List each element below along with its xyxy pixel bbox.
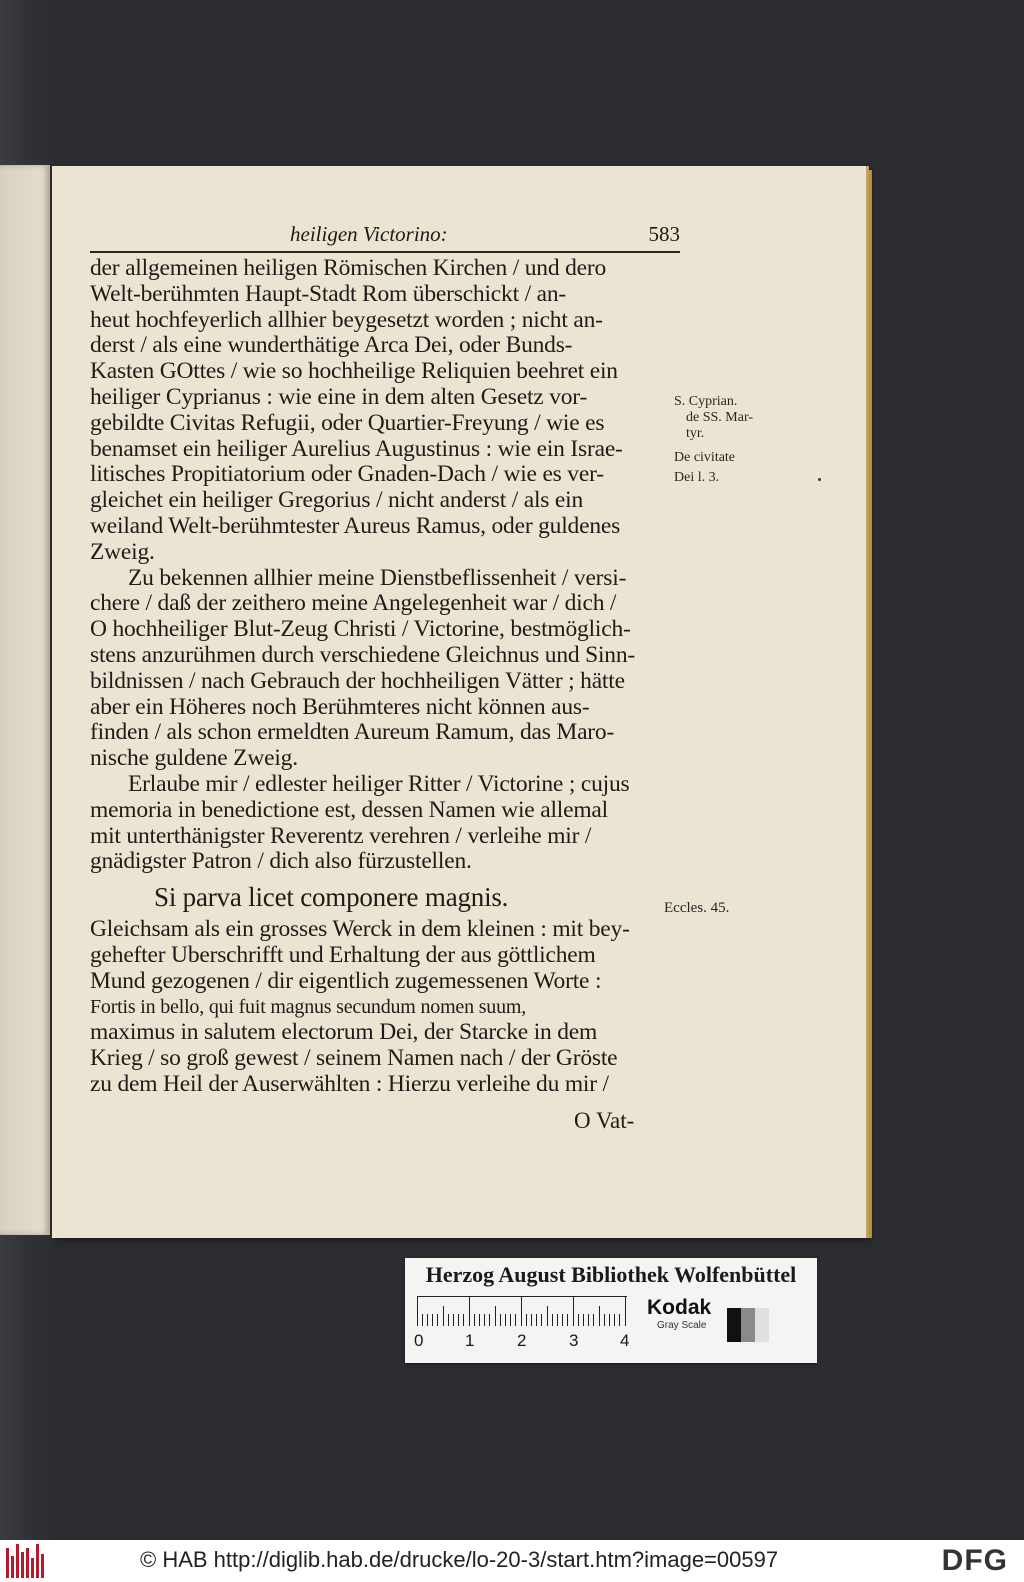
previous-page-edge [0,165,50,1235]
running-title: heiligen Victorino: [290,222,448,246]
copyright-link[interactable]: © HAB http://diglib.hab.de/drucke/lo-20-3/start.htm?image=00597 [140,1547,779,1572]
footer-bar [0,1540,1024,1582]
text-line: O hochheiliger Blut-Zeug Christi / Victorine, bestmöglich- [90,617,631,643]
page-edge [866,170,872,1238]
text-line: litisches Propitiatorium oder Gnaden-Dach / wie es ver- [90,462,604,488]
text-line: gleichet ein heiliger Gregorius / nicht anderst / als ein [90,488,584,514]
dfg-logo: DFG [941,1544,1008,1577]
header-rule [90,251,680,253]
library-color-card [405,1258,817,1363]
gray-swatch-mid [741,1308,755,1342]
ruler-number: 0 [414,1331,424,1350]
catchword: O Vat- [574,1108,635,1133]
text-line: Welt-berühmten Haupt-Stadt Rom überschickt / an- [90,281,567,307]
text-line: derst / als eine wunderthätige Arca Dei, oder Bunds- [90,333,573,359]
margin-note: Dei l. 3. [674,470,720,485]
text-line: Krieg / so groß gewest / seinem Namen nach / der Gröste [90,1046,618,1072]
text-line: Gleichsam als ein grosses Werck in dem kleinen : mit bey- [90,917,630,943]
text-line: mit unterthänigster Reverentz verehren / verleihe mir / [90,823,592,849]
text-line: Mund gezogenen / dir eigentlich zugemessenen Worte : [90,968,602,994]
ruler-number: 2 [517,1331,527,1350]
hab-barcode-logo [6,1544,46,1578]
ink-spot [818,478,821,481]
text-line: gebildte Civitas Refugii, oder Quartier-Freyung / wie es [90,410,605,436]
text-line: Kasten GOttes / wie so hochheilige Reliquien beehret ein [90,359,618,385]
kodak-brand: Kodak [647,1296,712,1319]
ruler-scale [417,1296,635,1326]
text-line: benamset ein heiliger Aurelius Augustinus : wie ein Israe- [90,436,623,462]
margin-note: de SS. Mar- [686,410,753,425]
text-line: gnädigster Patron / dich also fürzustellen. [90,849,472,875]
text-line: Zweig. [90,539,155,565]
ruler-number: 1 [465,1331,475,1350]
text-line: bildnissen / nach Gebrauch der hochheiligen Vätter ; hätte [90,668,625,694]
margin-note: tyr. [686,426,705,441]
text-line: Fortis in bello, qui fuit magnus secundum nomen suum, [90,995,527,1018]
margin-note: Eccles. 45. [664,900,730,916]
library-name: Herzog August Bibliothek Wolfenbüttel [425,1262,797,1287]
running-head [90,222,680,250]
text-line: aber ein Höheres noch Berühmteres nicht können aus- [90,694,590,720]
gray-scale-label: Gray Scale [657,1320,707,1331]
text-line: zu dem Heil der Auserwählten : Hierzu verleihe du mir / [90,1071,609,1097]
text-line: finden / als schon ermeldten Aureum Ramum, das Maro- [90,720,615,746]
text-line: memoria in benedictione est, dessen Namen wie allemal [90,797,608,823]
text-line: der allgemeinen heiligen Römischen Kirchen / und dero [90,256,607,281]
page-number: 583 [648,222,680,246]
text-line: heiliger Cyprianus : wie eine in dem alten Gesetz vor- [90,384,588,410]
text-line: heut hochfeyerlich allhier beygesetzt worden ; nicht an- [90,307,603,333]
text-line: chere / daß der zeithero meine Angelegenheit war / dich / [90,591,617,617]
text-line: Zu bekennen allhier meine Dienstbeflissenheit / versi- [128,565,627,591]
text-line: Erlaube mir / edlester heiliger Ritter / Victorine ; cujus [128,771,630,797]
text-line: maximus in salutem electorum Dei, der Starcke in dem [90,1020,598,1046]
motto-line: Si parva licet componere magnis. [154,882,509,913]
body-text [90,256,680,1098]
text-line: stens anzurühmen durch verschiedene Gleichnus und Sinn- [90,642,636,668]
text-line: gehefter Uberschrifft und Erhaltung der aus göttlichem [90,942,596,968]
text-line: weiland Welt-berühmtester Aureus Ramus, oder guldenes [90,513,621,539]
ruler-number: 4 [620,1331,630,1350]
text-line: nische guldene Zweig. [90,746,298,772]
ruler-number: 3 [569,1331,579,1350]
margin-note: De civitate [674,450,736,465]
gray-swatch-black [727,1308,741,1342]
gray-swatch-light [755,1308,769,1342]
margin-note: S. Cyprian. [674,394,738,409]
